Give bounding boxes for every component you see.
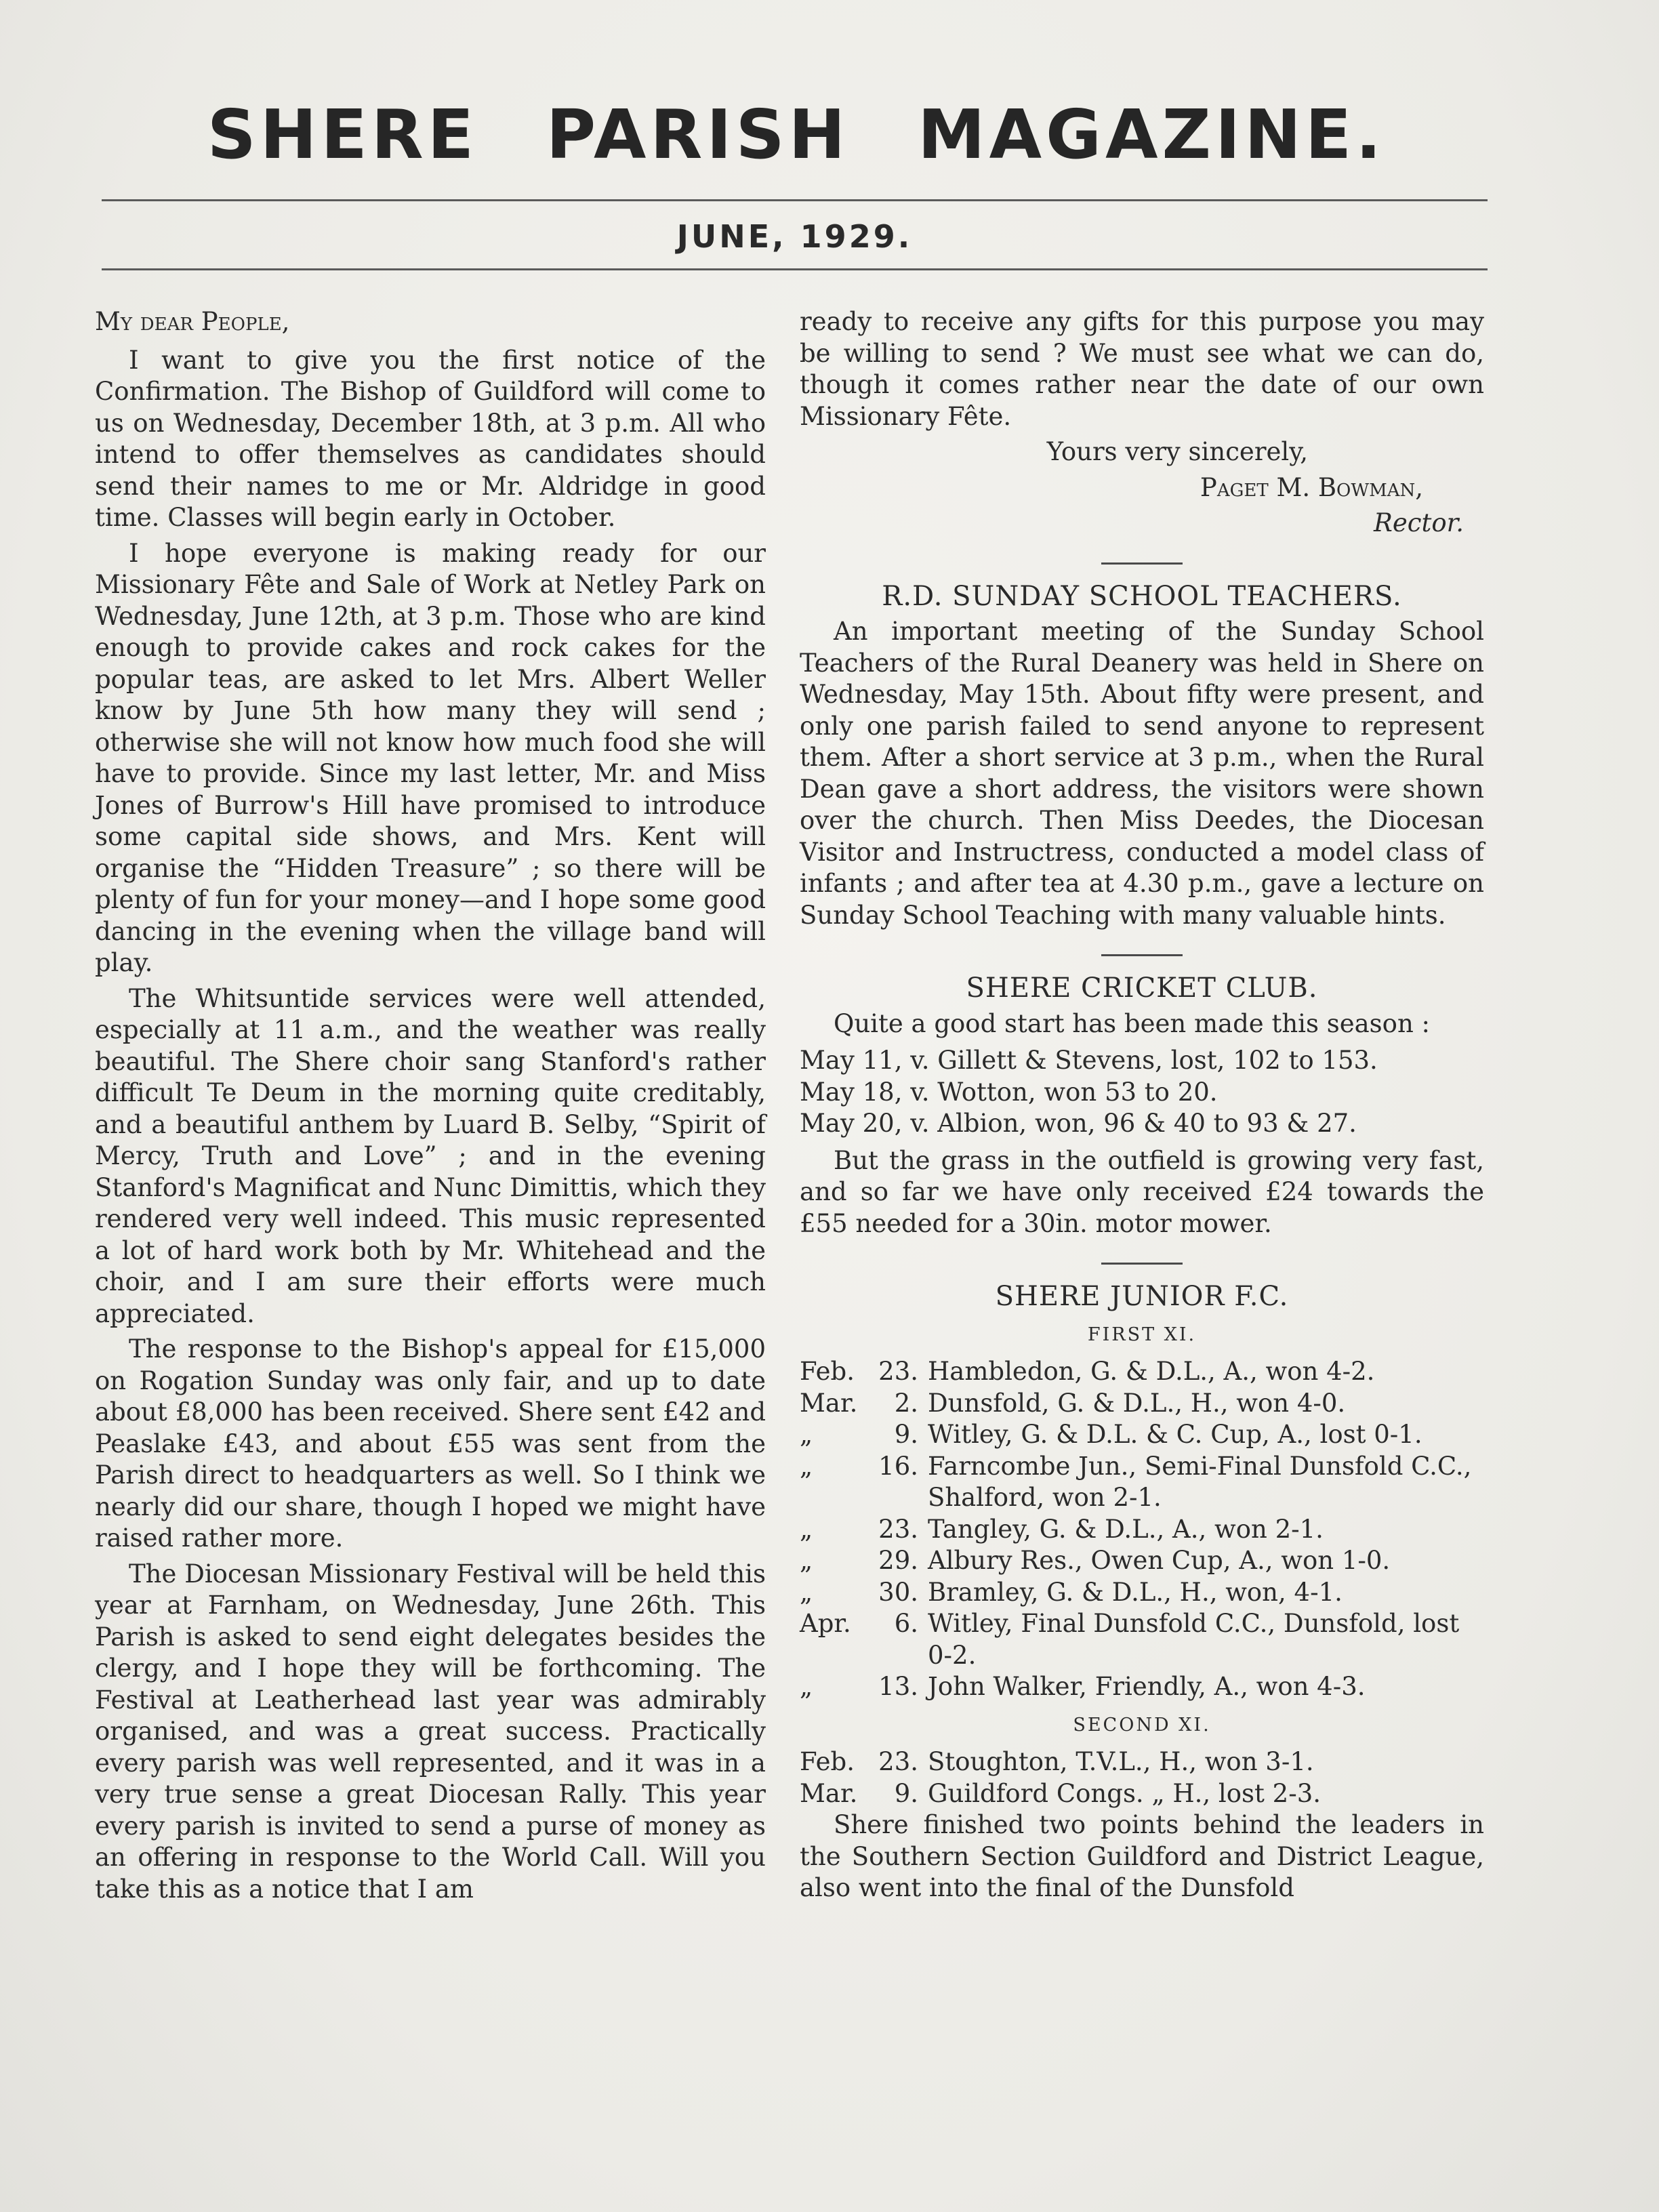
fixture-details: Witley, G. & D.L. & C. Cup, A., lost 0-1. (928, 1420, 1422, 1449)
letter-signature-role: Rector. (1373, 508, 1464, 537)
fixture-day: 9. (894, 1778, 918, 1808)
letter-paragraph: The response to the Bishop's appeal for £15,000 on Rogation Sunday was only fair, and up to date about £8,000 has been received. Shere sent £42 and Peaslake £43, and about £55 was sent from the Parish direct to headquarters as well. So I think we nearly did our share, though I hoped we might have raised rather more. (95, 1334, 766, 1553)
fixture-day: 6. (894, 1609, 918, 1638)
fixture-month: „ (800, 1514, 813, 1544)
second-xi-label: SECOND XI. (1073, 1714, 1211, 1736)
issue-date: JUNE, 1929. (676, 218, 913, 255)
first-xi-label: FIRST XI. (1087, 1324, 1197, 1345)
fixture-month: Mar. (800, 1388, 858, 1418)
fixture-day: 9. (894, 1420, 918, 1449)
section-divider (1101, 562, 1183, 565)
fixture-month: „ (800, 1672, 813, 1701)
header-rule-top (102, 199, 1488, 201)
cricket-outro: But the grass in the outfield is growing very fast, and so far we have only received £24 towards the £55 needed for a 30in. motor mower. (800, 1145, 1484, 1238)
letter-salutation: My dear People, (95, 307, 290, 336)
fixture-day: 16. (878, 1451, 918, 1481)
section-divider (1101, 1263, 1183, 1265)
fixture-month: Feb. (800, 1747, 855, 1776)
fixture-month: Apr. (800, 1609, 851, 1638)
letter-paragraph: I hope everyone is making ready for our Missionary Fête and Sale of Work at Netley Park on Wednesday, June 12th, at 3 p.m. Those who are kind enough to provide cakes and rock cakes for the popular teas, are asked to let Mrs. Albert Weller know by June 5th how many they will send ; otherwise she will not know how much food she will have to provide. Since my last letter, Mr. and Miss Jones of Burrow's Hill have promised to introduce some capital side shows, and Mrs. Kent will organise the “Hidden Treasure” ; so there will be plenty of fun for your money—and I hope some good dancing in the evening when the village band will play. (95, 538, 766, 977)
fixture-details: Farncombe Jun., Semi-Final Dunsfold C.C., Shalford, won 2-1. (928, 1451, 1472, 1512)
fixture-day: 23. (878, 1357, 918, 1386)
fixture-month: Mar. (800, 1778, 858, 1808)
fixture-details: Bramley, G. & D.L., H., won, 4-1. (928, 1577, 1343, 1607)
fixture-details: Guildford Congs. „ H., lost 2-3. (928, 1778, 1322, 1808)
fixture-month: „ (800, 1420, 813, 1449)
fixture-row (800, 1514, 1484, 1546)
letter-paragraph: I want to give you the first notice of the Confirmation. The Bishop of Guildford will come to us on Wednesday, December 18th, at 3 p.m. All who intend to offer themselves as candidates should send their names to me or Mr. Aldridge in good time. Classes will begin early in October. (95, 345, 766, 532)
fixture-row (800, 1746, 1484, 1778)
fixture-row (800, 1545, 1484, 1577)
fixture-row (800, 1778, 1484, 1810)
fixture-month: „ (800, 1451, 813, 1481)
fixture-row (800, 1356, 1484, 1388)
left-column (95, 306, 766, 1905)
cricket-result: May 11, v. Gillett & Stevens, lost, 102 to 153. (800, 1046, 1378, 1075)
section-divider (1101, 954, 1183, 956)
fixture-day: 23. (878, 1747, 918, 1776)
fixture-details: Witley, Final Dunsfold C.C., Dunsfold, lost 0-2. (928, 1609, 1460, 1670)
cricket-result: May 18, v. Wotton, won 53 to 20. (800, 1077, 1218, 1107)
fixture-details: Stoughton, T.V.L., H., won 3-1. (928, 1747, 1314, 1776)
fixture-details: Albury Res., Owen Cup, A., won 1-0. (928, 1546, 1391, 1575)
fixture-details: Hambledon, G. & D.L., A., won 4-2. (928, 1357, 1375, 1386)
masthead-title: SHERE PARISH MAGAZINE. (207, 95, 1386, 174)
cricket-results (800, 1045, 1484, 1140)
sunday-school-text: An important meeting of the Sunday School Teachers of the Rural Deanery was held in Shere on Wednesday, May 15th. About fifty were present, and only one parish failed to send anyone to represent them. After a short service at 3 p.m., when the Rural Dean gave a short address, the visitors were shown over the church. Then Miss Deedes, the Diocesan Visitor and Instructress, conducted a model class of infants ; and after tea at 4.30 p.m., gave a lecture on Sunday School Teaching with many valuable hints. (800, 617, 1484, 930)
letter-paragraph-continued: ready to receive any gifts for this purpose you may be willing to send ? We must see what we can do, though it comes rather near the date of our own Missionary Fête. (800, 307, 1484, 431)
sunday-school-heading: R.D. SUNDAY SCHOOL TEACHERS. (882, 580, 1402, 612)
fixture-month: „ (800, 1577, 813, 1607)
fixture-day: 2. (894, 1388, 918, 1418)
cricket-result: May 20, v. Albion, won, 96 & 40 to 93 & 27. (800, 1109, 1357, 1138)
letter-paragraph: The Whitsuntide services were well attended, especially at 11 a.m., and the weather was really beautiful. The Shere choir sang Stanford's rather difficult Te Deum in the morning quite creditably, and a beautiful anthem by Luard B. Selby, “Spirit of Mercy, Truth and Love” ; and in the evening Stanford's Magnificat and Nunc Dimittis, which they rendered very well indeed. This music represented a lot of hard work both by Mr. Whitehead and the choir, and I am sure their efforts were much appreciated. (95, 983, 766, 1328)
fixture-row (800, 1451, 1484, 1514)
fixture-row (800, 1671, 1484, 1703)
letter-paragraph: The Diocesan Missionary Festival will be held this year at Farnham, on Wednesday, June 26th. This Parish is asked to send eight delegates besides the clergy, and I hope they will be forthcoming. The Festival at Leatherhead last year was admirably organised, and was a great success. Practically every parish was well represented, and it was in a very true sense a great Diocesan Rally. This year every parish is invited to send a purse of money as an offering in response to the World Call. Will you take this as a notice that I am (95, 1559, 766, 1904)
cricket-intro: Quite a good start has been made this season : (834, 1008, 1430, 1038)
fixture-details: John Walker, Friendly, A., won 4-3. (928, 1672, 1366, 1701)
fixture-row (800, 1419, 1484, 1451)
fixture-row (800, 1388, 1484, 1420)
fixture-month: „ (800, 1546, 813, 1575)
letter-signature: Paget M. Bowman, (1200, 472, 1423, 502)
football-outro: Shere finished two points behind the leaders in the Southern Section Guildford and District League, also went into the final of the Dunsfold (800, 1810, 1484, 1902)
fixture-details: Tangley, G. & D.L., A., won 2-1. (928, 1514, 1324, 1544)
header-rule-bottom (102, 268, 1488, 270)
fixture-day: 29. (878, 1546, 918, 1575)
fixture-day: 23. (878, 1514, 918, 1544)
fixture-details: Dunsfold, G. & D.L., H., won 4-0. (928, 1388, 1346, 1418)
football-heading: SHERE JUNIOR F.C. (995, 1281, 1289, 1312)
right-column (800, 306, 1484, 1904)
fixture-day: 30. (878, 1577, 918, 1607)
letter-closing: Yours very sincerely, (1046, 437, 1308, 466)
cricket-heading: SHERE CRICKET CLUB. (966, 972, 1318, 1004)
fixture-month: Feb. (800, 1357, 855, 1386)
fixture-row (800, 1577, 1484, 1609)
fixture-row (800, 1608, 1484, 1671)
fixture-day: 13. (878, 1672, 918, 1701)
